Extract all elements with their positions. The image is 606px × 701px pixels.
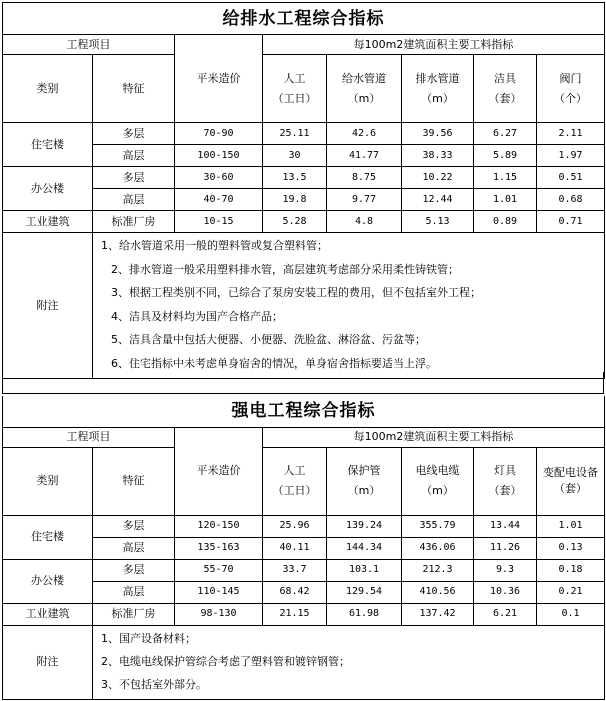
note-item: 3、不包括室外部分。 — [101, 677, 207, 691]
feature-cell: 多层 — [93, 167, 175, 189]
value-cell: 2.11 — [537, 123, 605, 145]
table-row — [3, 145, 605, 167]
value-cell: 30 — [263, 145, 327, 167]
water-per-area-header: 每100m2建筑面积主要工料指标 — [263, 35, 605, 55]
value-cell: 10.22 — [402, 167, 474, 189]
power-notes — [93, 625, 605, 699]
value-cell: 9.77 — [327, 189, 402, 211]
table-row — [3, 123, 605, 145]
value-cell: 5.28 — [263, 211, 327, 233]
note-item: 1、给水管道采用一般的塑料管或复合塑料管； — [101, 239, 328, 252]
water-index-table — [2, 2, 605, 379]
value-cell: 61.98 — [327, 603, 402, 625]
water-project-header: 工程项目 — [3, 35, 175, 55]
value-cell: 25.11 — [263, 123, 327, 145]
price-cell: 55-70 — [175, 559, 263, 581]
water-col-labor: 人工 （工日） — [263, 55, 327, 123]
value-cell: 355.79 — [402, 515, 474, 537]
feature-cell: 多层 — [93, 123, 175, 145]
value-cell: 41.77 — [327, 145, 402, 167]
water-col-fixtures: 洁具 （套） — [474, 55, 537, 123]
water-col-drain-pipe: 排水管道 （m） — [402, 55, 474, 123]
power-unit-price-header: 平米造价 — [175, 427, 263, 515]
feature-cell: 标准厂房 — [93, 603, 175, 625]
water-feature-header: 特征 — [93, 55, 175, 123]
value-cell: 129.54 — [327, 581, 402, 603]
value-cell: 19.8 — [263, 189, 327, 211]
value-cell: 21.15 — [263, 603, 327, 625]
value-cell: 42.6 — [327, 123, 402, 145]
value-cell: 6.21 — [474, 603, 537, 625]
table-row — [3, 211, 605, 233]
power-notes-label: 附注 — [3, 625, 93, 699]
water-notes — [93, 233, 605, 379]
note-item: 3、根据工程类别不同，已综合了泵房安装工程的费用，但不包括室外工程； — [111, 286, 481, 299]
value-cell: 0.21 — [537, 581, 605, 603]
value-cell: 0.51 — [537, 167, 605, 189]
value-cell: 1.15 — [474, 167, 537, 189]
power-per-area-header: 每100m2建筑面积主要工料指标 — [263, 427, 605, 447]
table-row — [3, 189, 605, 211]
value-cell: 8.75 — [327, 167, 402, 189]
power-feature-header: 特征 — [93, 447, 175, 515]
value-cell: 410.56 — [402, 581, 474, 603]
water-col-valves: 阀门 （个） — [537, 55, 605, 123]
value-cell: 68.42 — [263, 581, 327, 603]
category-cell: 住宅楼 — [3, 123, 93, 167]
price-cell: 30-60 — [175, 167, 263, 189]
feature-cell: 多层 — [93, 559, 175, 581]
water-category-header: 类别 — [3, 55, 93, 123]
table-row — [3, 537, 605, 559]
price-cell: 100-150 — [175, 145, 263, 167]
price-cell: 98-130 — [175, 603, 263, 625]
category-cell: 工业建筑 — [3, 211, 93, 233]
value-cell: 103.1 — [327, 559, 402, 581]
feature-cell: 高层 — [93, 145, 175, 167]
category-cell: 办公楼 — [3, 167, 93, 211]
table-row — [3, 167, 605, 189]
price-cell: 120-150 — [175, 515, 263, 537]
table-row — [3, 581, 605, 603]
value-cell: 10.36 — [474, 581, 537, 603]
power-col-labor: 人工 （工日） — [263, 447, 327, 515]
water-title: 给排水工程综合指标 — [3, 3, 605, 35]
value-cell: 1.01 — [537, 515, 605, 537]
value-cell: 1.97 — [537, 145, 605, 167]
value-cell: 33.7 — [263, 559, 327, 581]
power-col-substation: 变配电设备 （套） — [537, 447, 605, 515]
feature-cell: 高层 — [93, 581, 175, 603]
value-cell: 212.3 — [402, 559, 474, 581]
price-cell: 110-145 — [175, 581, 263, 603]
value-cell: 4.8 — [327, 211, 402, 233]
value-cell: 0.68 — [537, 189, 605, 211]
spacer-top — [2, 372, 604, 394]
power-index-table — [2, 396, 605, 700]
price-cell: 70-90 — [175, 123, 263, 145]
value-cell: 5.13 — [402, 211, 474, 233]
value-cell: 1.01 — [474, 189, 537, 211]
water-unit-price-header: 平米造价 — [175, 35, 263, 123]
table-row — [3, 515, 605, 537]
table-row — [3, 559, 605, 581]
value-cell: 12.44 — [402, 189, 474, 211]
price-cell: 10-15 — [175, 211, 263, 233]
price-cell: 135-163 — [175, 537, 263, 559]
note-item: 6、住宅指标中未考虑单身宿舍的情况，单身宿舍指标要适当上浮。 — [111, 356, 437, 370]
value-cell: 0.89 — [474, 211, 537, 233]
value-cell: 144.34 — [327, 537, 402, 559]
note-item: 2、电缆电线保护管综合考虑了塑料管和镀锌钢管； — [101, 654, 350, 668]
value-cell: 436.06 — [402, 537, 474, 559]
value-cell: 11.26 — [474, 537, 537, 559]
value-cell: 25.96 — [263, 515, 327, 537]
water-col-supply-pipe: 给水管道 （m） — [327, 55, 402, 123]
value-cell: 39.56 — [402, 123, 474, 145]
value-cell: 0.13 — [537, 537, 605, 559]
power-col-lamps: 灯具 （套） — [474, 447, 537, 515]
value-cell: 0.18 — [537, 559, 605, 581]
note-item: 1、国产设备材料； — [101, 631, 196, 645]
value-cell: 6.27 — [474, 123, 537, 145]
category-cell: 工业建筑 — [3, 603, 93, 625]
price-cell: 40-70 — [175, 189, 263, 211]
feature-cell: 标准厂房 — [93, 211, 175, 233]
note-item: 5、洁具含量中包括大便器、小便器、洗脸盆、淋浴盆、污盆等； — [111, 333, 426, 346]
power-project-header: 工程项目 — [3, 427, 175, 447]
value-cell: 139.24 — [327, 515, 402, 537]
category-cell: 住宅楼 — [3, 515, 93, 559]
value-cell: 0.71 — [537, 211, 605, 233]
value-cell: 5.89 — [474, 145, 537, 167]
value-cell: 9.3 — [474, 559, 537, 581]
value-cell: 137.42 — [402, 603, 474, 625]
table-row — [3, 603, 605, 625]
power-title: 强电工程综合指标 — [3, 396, 605, 427]
feature-cell: 多层 — [93, 515, 175, 537]
feature-cell: 高层 — [93, 189, 175, 211]
power-category-header: 类别 — [3, 447, 93, 515]
value-cell: 40.11 — [263, 537, 327, 559]
category-cell: 办公楼 — [3, 559, 93, 603]
power-col-cable: 电线电缆 （m） — [402, 447, 474, 515]
value-cell: 38.33 — [402, 145, 474, 167]
value-cell: 13.5 — [263, 167, 327, 189]
value-cell: 13.44 — [474, 515, 537, 537]
power-col-conduit: 保护管 （m） — [327, 447, 402, 515]
note-item: 2、排水管道一般采用塑料排水管，高层建筑考虑部分采用柔性铸铁管； — [111, 262, 459, 276]
value-cell: 0.1 — [537, 603, 605, 625]
water-notes-label: 附注 — [3, 233, 93, 379]
note-item: 4、洁具及材料均为国产合格产品； — [111, 309, 283, 323]
feature-cell: 高层 — [93, 537, 175, 559]
